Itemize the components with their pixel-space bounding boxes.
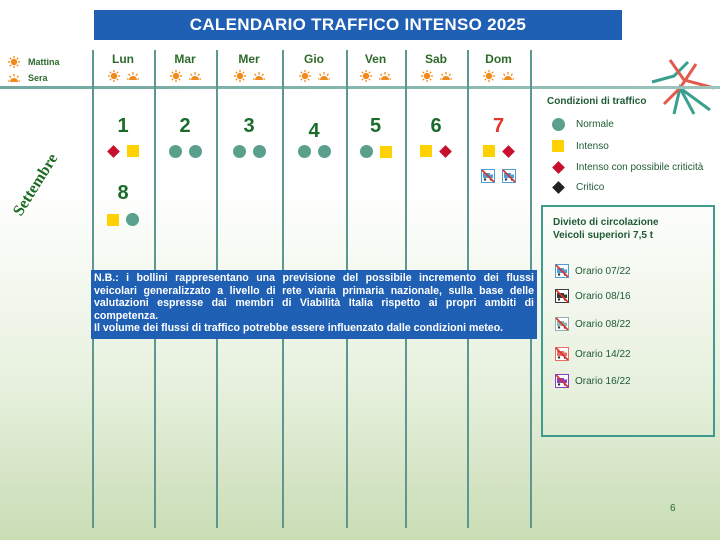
morning-label: Mattina xyxy=(28,57,60,67)
day-number: 2 xyxy=(179,115,191,137)
evening-sun-icon xyxy=(187,70,203,82)
sun-icons-row xyxy=(154,70,216,82)
traffic-marks xyxy=(346,145,405,158)
evening-sun-icon xyxy=(125,70,141,82)
normal-circle-icon xyxy=(169,145,182,158)
normal-circle-icon xyxy=(233,145,246,158)
ban-item-label: Orario 07/22 xyxy=(575,265,631,277)
morning-sun-icon xyxy=(358,70,374,82)
truck-ban-marks xyxy=(467,169,530,183)
ban-item-label: Orario 08/16 xyxy=(575,290,631,302)
morning-sun-icon xyxy=(481,70,497,82)
condition-label: Intenso con possibile criticità xyxy=(576,162,704,173)
truck-ban-icon xyxy=(502,169,516,183)
page-title: CALENDARIO TRAFFICO INTENSO 2025 xyxy=(94,10,622,40)
truck-ban-icon xyxy=(481,169,495,183)
normal-circle-icon xyxy=(552,118,565,131)
evening-sun-icon xyxy=(438,70,454,82)
sun-icons-row xyxy=(346,70,405,82)
ban-item xyxy=(555,374,631,388)
ban-item-label: Orario 14/22 xyxy=(575,348,631,360)
truck-ban-box xyxy=(541,205,715,437)
day-number: 6 xyxy=(430,115,442,137)
evening-sun-icon xyxy=(251,70,267,82)
ban-title-line: Divieto di circolazione xyxy=(553,217,659,228)
morning-sun-icon xyxy=(232,70,248,82)
intense-critical-diamond-icon xyxy=(502,145,515,158)
ban-title xyxy=(553,216,659,242)
truck-ban-icon xyxy=(555,289,569,303)
day-header-dom: Dom xyxy=(485,52,512,66)
intense-square-icon xyxy=(552,140,564,152)
morning-sun-icon xyxy=(419,70,435,82)
traffic-marks xyxy=(92,213,154,226)
intense-critical-diamond-icon xyxy=(107,145,120,158)
intense-square-icon xyxy=(107,214,119,226)
ban-title-line: Veicoli superiori 7,5 t xyxy=(553,230,654,241)
truck-ban-icon xyxy=(555,264,569,278)
day-header-sab: Sab xyxy=(424,52,447,66)
evening-sun-icon xyxy=(500,70,516,82)
normal-circle-icon xyxy=(360,145,373,158)
condition-intense-critical xyxy=(548,162,703,173)
normal-circle-icon xyxy=(318,145,331,158)
traffic-marks xyxy=(92,145,154,157)
day-header-mer: Mer xyxy=(238,52,260,66)
intense-critical-diamond-icon xyxy=(552,161,565,174)
critical-diamond-icon xyxy=(552,181,565,194)
month-label-wrap xyxy=(10,150,80,228)
month-label: Settembre xyxy=(10,150,62,220)
note-box: N.B.: i bollini rappresentano una previsione del possibile incremento dei flussi veicolari generalizzato a livello di rete viaria primaria nazionale, sulla base delle valutazioni espresse dai membri di Viabilità Italia rispetto ai propri ambiti di competenza. Il volume dei flussi di traffico potrebbe essere influenzato dalle condizioni meteo. xyxy=(91,270,537,339)
day-header-lun: Lun xyxy=(112,52,134,66)
condition-critical xyxy=(548,182,604,193)
ban-item xyxy=(555,317,631,331)
condition-normal xyxy=(548,118,614,131)
evening-label: Sera xyxy=(28,73,48,83)
truck-ban-icon xyxy=(555,317,569,331)
day-number: 4 xyxy=(308,120,320,142)
condition-label: Critico xyxy=(576,182,605,193)
ban-item xyxy=(555,289,631,303)
ban-item-label: Orario 08/22 xyxy=(575,318,631,330)
normal-circle-icon xyxy=(253,145,266,158)
intense-critical-diamond-icon xyxy=(439,145,452,158)
intense-square-icon xyxy=(380,146,392,158)
normal-circle-icon xyxy=(298,145,311,158)
condition-label: Normale xyxy=(576,119,614,130)
header-divider xyxy=(0,86,720,89)
page-number: 6 xyxy=(670,503,676,514)
ban-item xyxy=(555,264,631,278)
day-number: 7 xyxy=(492,115,505,137)
day-header-mar: Mar xyxy=(174,52,196,66)
sun-legend xyxy=(6,54,60,86)
traffic-marks xyxy=(467,145,530,157)
morning-sun-icon xyxy=(6,56,22,68)
evening-sun-icon xyxy=(316,70,332,82)
day-number: 8 xyxy=(117,182,129,204)
truck-ban-icon xyxy=(555,347,569,361)
conditions-title: Condizioni di traffico xyxy=(547,96,647,107)
morning-sun-icon xyxy=(106,70,122,82)
intense-square-icon xyxy=(483,145,495,157)
truck-ban-icon xyxy=(555,374,569,388)
day-number: 1 xyxy=(117,115,129,137)
traffic-marks xyxy=(282,145,346,158)
ban-item xyxy=(555,347,631,361)
intense-square-icon xyxy=(420,145,432,157)
intense-square-icon xyxy=(127,145,139,157)
sun-icons-row xyxy=(92,70,154,82)
sun-icons-row xyxy=(216,70,282,82)
morning-sun-icon xyxy=(297,70,313,82)
day-number: 5 xyxy=(369,115,382,137)
traffic-marks xyxy=(405,145,467,157)
evening-sun-icon xyxy=(377,70,393,82)
condition-intense xyxy=(548,140,609,152)
evening-sun-icon xyxy=(6,72,22,84)
day-header-ven: Ven xyxy=(364,52,387,66)
morning-sun-icon xyxy=(168,70,184,82)
normal-circle-icon xyxy=(189,145,202,158)
sun-icons-row xyxy=(405,70,467,82)
sun-icons-row xyxy=(467,70,530,82)
ban-item-label: Orario 16/22 xyxy=(575,375,631,387)
sun-icons-row xyxy=(282,70,346,82)
traffic-marks xyxy=(154,145,216,158)
condition-label: Intenso xyxy=(576,140,609,152)
traffic-marks xyxy=(216,145,282,158)
normal-circle-icon xyxy=(126,213,139,226)
day-number: 3 xyxy=(243,115,255,137)
day-header-gio: Gio xyxy=(304,52,324,66)
